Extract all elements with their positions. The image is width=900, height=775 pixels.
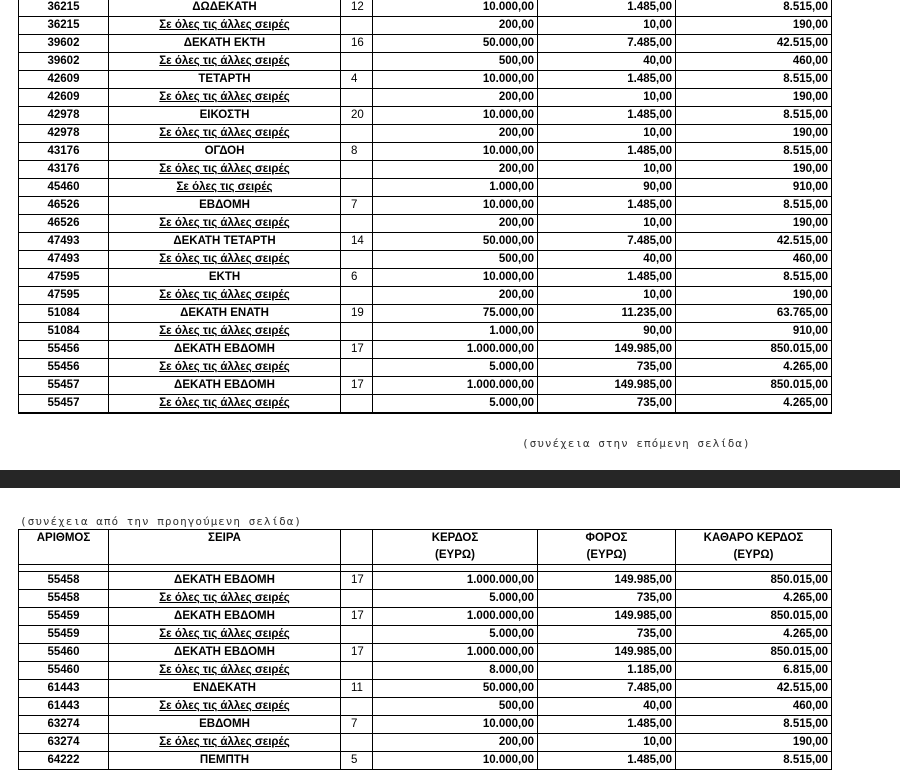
cell-gross: 5.000,00: [373, 359, 538, 377]
cell-draw: [341, 359, 373, 377]
cell-series: ΔΕΚΑΤΗ ΕΒΔΟΜΗ: [109, 608, 341, 626]
cell-number: 42978: [19, 107, 109, 125]
cell-gross: 200,00: [373, 734, 538, 752]
cell-draw: 12: [341, 0, 373, 17]
cell-gross: 10.000,00: [373, 197, 538, 215]
cell-series: ΔΕΚΑΤΗ ΕΒΔΟΜΗ: [109, 377, 341, 395]
cell-number: 36215: [19, 0, 109, 17]
cell-net: 8.515,00: [676, 716, 832, 734]
cell-number: 42978: [19, 125, 109, 143]
cell-net: 190,00: [676, 161, 832, 179]
cell-draw: [341, 215, 373, 233]
cell-tax: 149.985,00: [538, 341, 676, 359]
cell-gross: 200,00: [373, 161, 538, 179]
cell-net: 42.515,00: [676, 35, 832, 53]
header-gross: [373, 530, 538, 565]
cell-series: Σε όλες τις άλλες σειρές: [109, 125, 341, 143]
cell-gross: 500,00: [373, 53, 538, 71]
cell-tax: 149.985,00: [538, 377, 676, 395]
cell-tax: 40,00: [538, 53, 676, 71]
cell-net: 850.015,00: [676, 644, 832, 662]
table-row: [19, 662, 832, 680]
cell-net: 190,00: [676, 17, 832, 35]
cell-net: 460,00: [676, 53, 832, 71]
cell-net: 4.265,00: [676, 590, 832, 608]
cell-tax: 10,00: [538, 89, 676, 107]
cell-number: 55457: [19, 395, 109, 414]
table-row: [19, 35, 832, 53]
cell-draw: 4: [341, 71, 373, 89]
results-table-top: [18, 0, 832, 414]
table-row: [19, 0, 832, 17]
cell-gross: 1.000.000,00: [373, 644, 538, 662]
cell-number: 55457: [19, 377, 109, 395]
cell-number: 43176: [19, 143, 109, 161]
cell-series: Σε όλες τις άλλες σειρές: [109, 323, 341, 341]
cell-number: 36215: [19, 17, 109, 35]
cell-tax: 149.985,00: [538, 572, 676, 590]
cell-gross: 1.000,00: [373, 323, 538, 341]
table-header: [19, 530, 832, 572]
cell-number: 43176: [19, 161, 109, 179]
cell-number: 42609: [19, 71, 109, 89]
cell-net: 190,00: [676, 215, 832, 233]
table-row: [19, 377, 832, 395]
cell-tax: 735,00: [538, 395, 676, 414]
header-net: [676, 530, 832, 565]
cell-tax: 1.485,00: [538, 71, 676, 89]
cell-gross: 1.000.000,00: [373, 572, 538, 590]
cell-tax: 10,00: [538, 287, 676, 305]
cell-number: 51084: [19, 305, 109, 323]
cell-draw: [341, 287, 373, 305]
cell-number: 45460: [19, 179, 109, 197]
cell-tax: 10,00: [538, 125, 676, 143]
cell-draw: [341, 395, 373, 414]
cell-series: Σε όλες τις άλλες σειρές: [109, 53, 341, 71]
document-page-bottom: [0, 488, 900, 775]
cell-net: 460,00: [676, 698, 832, 716]
cell-net: 8.515,00: [676, 143, 832, 161]
cell-number: 55460: [19, 644, 109, 662]
cell-net: 190,00: [676, 125, 832, 143]
cell-tax: 7.485,00: [538, 233, 676, 251]
cell-draw: [341, 17, 373, 35]
cell-tax: 1.485,00: [538, 0, 676, 17]
cell-series: Σε όλες τις άλλες σειρές: [109, 161, 341, 179]
table-row: [19, 716, 832, 734]
cell-draw: 17: [341, 572, 373, 590]
cell-draw: 8: [341, 143, 373, 161]
cell-gross: 200,00: [373, 17, 538, 35]
cell-number: 55456: [19, 341, 109, 359]
cell-series: ΤΕΤΑΡΤΗ: [109, 71, 341, 89]
cell-gross: 10.000,00: [373, 269, 538, 287]
cell-series: ΔΕΚΑΤΗ ΕΒΔΟΜΗ: [109, 341, 341, 359]
table-row: [19, 179, 832, 197]
continued-prev-note: (συνέχεια από την προηγούμενη σελίδα): [20, 515, 303, 528]
cell-tax: 735,00: [538, 359, 676, 377]
cell-gross: 1.000.000,00: [373, 608, 538, 626]
table-row: [19, 125, 832, 143]
cell-series: ΔΕΚΑΤΗ ΕΒΔΟΜΗ: [109, 644, 341, 662]
cell-tax: 11.235,00: [538, 305, 676, 323]
cell-series: Σε όλες τις άλλες σειρές: [109, 734, 341, 752]
cell-gross: 10.000,00: [373, 0, 538, 17]
cell-number: 61443: [19, 698, 109, 716]
cell-series: Σε όλες τις άλλες σειρές: [109, 251, 341, 269]
cell-gross: 5.000,00: [373, 395, 538, 414]
cell-number: 39602: [19, 35, 109, 53]
header-tax-line1: ΦΟΡΟΣ: [585, 532, 628, 544]
cell-tax: 90,00: [538, 323, 676, 341]
cell-draw: 17: [341, 341, 373, 359]
cell-gross: 10.000,00: [373, 716, 538, 734]
table-row: [19, 698, 832, 716]
cell-net: 8.515,00: [676, 752, 832, 770]
cell-number: 42609: [19, 89, 109, 107]
header-gross-line2: (ΕΥΡΩ): [435, 549, 475, 561]
table-row: [19, 71, 832, 89]
cell-number: 47595: [19, 269, 109, 287]
cell-tax: 10,00: [538, 734, 676, 752]
cell-tax: 149.985,00: [538, 644, 676, 662]
table-row: [19, 734, 832, 752]
cell-number: 39602: [19, 53, 109, 71]
cell-net: 4.265,00: [676, 395, 832, 414]
header-series: ΣΕΙΡΑ: [109, 530, 341, 565]
table-row: [19, 287, 832, 305]
cell-net: 850.015,00: [676, 608, 832, 626]
cell-gross: 75.000,00: [373, 305, 538, 323]
cell-series: Σε όλες τις άλλες σειρές: [109, 590, 341, 608]
cell-net: 190,00: [676, 734, 832, 752]
cell-number: 46526: [19, 215, 109, 233]
cell-gross: 1.000.000,00: [373, 377, 538, 395]
header-gross-line1: ΚΕΡΔΟΣ: [431, 532, 479, 544]
cell-number: 64222: [19, 752, 109, 770]
cell-number: 55458: [19, 590, 109, 608]
cell-gross: 200,00: [373, 125, 538, 143]
cell-gross: 200,00: [373, 89, 538, 107]
cell-tax: 735,00: [538, 590, 676, 608]
results-table-bottom: [18, 529, 832, 770]
cell-gross: 200,00: [373, 215, 538, 233]
cell-gross: 500,00: [373, 698, 538, 716]
cell-number: 46526: [19, 197, 109, 215]
cell-tax: 1.485,00: [538, 716, 676, 734]
cell-draw: 17: [341, 377, 373, 395]
table-row: [19, 590, 832, 608]
table-row: [19, 161, 832, 179]
table-row: [19, 395, 832, 414]
cell-net: 6.815,00: [676, 662, 832, 680]
cell-net: 63.765,00: [676, 305, 832, 323]
cell-tax: 1.485,00: [538, 107, 676, 125]
cell-draw: [341, 161, 373, 179]
cell-tax: 10,00: [538, 215, 676, 233]
cell-net: 8.515,00: [676, 269, 832, 287]
cell-series: ΔΕΚΑΤΗ ΕΚΤΗ: [109, 35, 341, 53]
cell-series: ΕΝΔΕΚΑΤΗ: [109, 680, 341, 698]
cell-number: 55458: [19, 572, 109, 590]
cell-series: ΕΙΚΟΣΤΗ: [109, 107, 341, 125]
cell-number: 55459: [19, 626, 109, 644]
page-separator: [0, 470, 900, 488]
cell-draw: [341, 179, 373, 197]
cell-net: 910,00: [676, 179, 832, 197]
cell-draw: 14: [341, 233, 373, 251]
cell-series: ΔΕΚΑΤΗ ΕΝΑΤΗ: [109, 305, 341, 323]
cell-net: 42.515,00: [676, 680, 832, 698]
cell-gross: 500,00: [373, 251, 538, 269]
cell-draw: [341, 89, 373, 107]
results-table-bottom-body: [19, 572, 832, 770]
cell-series: ΔΕΚΑΤΗ ΕΒΔΟΜΗ: [109, 572, 341, 590]
cell-series: ΔΕΚΑΤΗ ΤΕΤΑΡΤΗ: [109, 233, 341, 251]
cell-draw: 7: [341, 716, 373, 734]
cell-draw: [341, 698, 373, 716]
cell-gross: 8.000,00: [373, 662, 538, 680]
cell-gross: 1.000,00: [373, 179, 538, 197]
cell-net: 4.265,00: [676, 359, 832, 377]
header-net-line2: (ΕΥΡΩ): [733, 549, 774, 561]
cell-tax: 1.485,00: [538, 143, 676, 161]
table-row: [19, 215, 832, 233]
table-row: [19, 752, 832, 770]
cell-series: Σε όλες τις άλλες σειρές: [109, 698, 341, 716]
cell-net: 8.515,00: [676, 71, 832, 89]
cell-number: 55460: [19, 662, 109, 680]
cell-number: 47595: [19, 287, 109, 305]
cell-series: ΠΕΜΠΤΗ: [109, 752, 341, 770]
cell-draw: 17: [341, 608, 373, 626]
table-row: [19, 197, 832, 215]
cell-net: 190,00: [676, 287, 832, 305]
cell-series: Σε όλες τις άλλες σειρές: [109, 215, 341, 233]
cell-series: ΕΒΔΟΜΗ: [109, 197, 341, 215]
cell-net: 8.515,00: [676, 107, 832, 125]
cell-tax: 735,00: [538, 626, 676, 644]
cell-draw: 7: [341, 197, 373, 215]
header-spacer-row: [19, 565, 832, 572]
cell-net: 4.265,00: [676, 626, 832, 644]
cell-gross: 10.000,00: [373, 752, 538, 770]
cell-tax: 149.985,00: [538, 608, 676, 626]
cell-draw: 5: [341, 752, 373, 770]
cell-tax: 90,00: [538, 179, 676, 197]
cell-tax: 1.185,00: [538, 662, 676, 680]
table-row: [19, 323, 832, 341]
cell-draw: [341, 626, 373, 644]
cell-tax: 1.485,00: [538, 752, 676, 770]
cell-draw: 16: [341, 35, 373, 53]
cell-series: Σε όλες τις άλλες σειρές: [109, 287, 341, 305]
cell-draw: [341, 251, 373, 269]
table-row: [19, 107, 832, 125]
cell-series: ΟΓΔΟΗ: [109, 143, 341, 161]
cell-draw: [341, 125, 373, 143]
cell-series: ΕΒΔΟΜΗ: [109, 716, 341, 734]
table-row: [19, 269, 832, 287]
cell-gross: 200,00: [373, 287, 538, 305]
cell-series: ΔΩΔΕΚΑΤΗ: [109, 0, 341, 17]
cell-gross: 5.000,00: [373, 590, 538, 608]
cell-gross: 5.000,00: [373, 626, 538, 644]
table-row: [19, 305, 832, 323]
cell-tax: 10,00: [538, 161, 676, 179]
cell-tax: 40,00: [538, 698, 676, 716]
cell-draw: 6: [341, 269, 373, 287]
cell-series: Σε όλες τις άλλες σειρές: [109, 359, 341, 377]
cell-net: 850.015,00: [676, 572, 832, 590]
table-row: [19, 17, 832, 35]
cell-number: 63274: [19, 716, 109, 734]
cell-number: 63274: [19, 734, 109, 752]
cell-draw: 11: [341, 680, 373, 698]
table-row: [19, 53, 832, 71]
table-row: [19, 89, 832, 107]
cell-draw: [341, 734, 373, 752]
cell-tax: 7.485,00: [538, 680, 676, 698]
cell-gross: 10.000,00: [373, 143, 538, 161]
table-row: [19, 608, 832, 626]
cell-gross: 1.000.000,00: [373, 341, 538, 359]
cell-gross: 50.000,00: [373, 35, 538, 53]
table-row: [19, 626, 832, 644]
table-row: [19, 572, 832, 590]
header-draw: [341, 530, 373, 565]
table-row: [19, 251, 832, 269]
cell-net: 190,00: [676, 89, 832, 107]
cell-draw: 20: [341, 107, 373, 125]
results-table-top-body: [19, 0, 832, 413]
cell-net: 8.515,00: [676, 197, 832, 215]
cell-net: 910,00: [676, 323, 832, 341]
cell-gross: 10.000,00: [373, 107, 538, 125]
cell-net: 8.515,00: [676, 0, 832, 17]
header-net-line1: ΚΑΘΑΡΟ ΚΕΡΔΟΣ: [703, 532, 804, 544]
cell-series: Σε όλες τις άλλες σειρές: [109, 89, 341, 107]
table-row: [19, 233, 832, 251]
cell-number: 47493: [19, 233, 109, 251]
cell-tax: 1.485,00: [538, 269, 676, 287]
cell-gross: 50.000,00: [373, 233, 538, 251]
table-row: [19, 143, 832, 161]
cell-draw: [341, 590, 373, 608]
cell-draw: 17: [341, 644, 373, 662]
cell-series: Σε όλες τις άλλες σειρές: [109, 626, 341, 644]
cell-series: ΕΚΤΗ: [109, 269, 341, 287]
cell-tax: 40,00: [538, 251, 676, 269]
cell-tax: 10,00: [538, 17, 676, 35]
cell-net: 850.015,00: [676, 377, 832, 395]
header-number: ΑΡΙΘΜΟΣ: [19, 530, 109, 565]
table-row: [19, 359, 832, 377]
cell-series: Σε όλες τις σειρές: [109, 179, 341, 197]
cell-number: 55456: [19, 359, 109, 377]
cell-net: 460,00: [676, 251, 832, 269]
cell-series: Σε όλες τις άλλες σειρές: [109, 17, 341, 35]
cell-draw: [341, 662, 373, 680]
cell-tax: 7.485,00: [538, 35, 676, 53]
table-row: [19, 680, 832, 698]
cell-series: Σε όλες τις άλλες σειρές: [109, 662, 341, 680]
cell-net: 42.515,00: [676, 233, 832, 251]
cell-series: Σε όλες τις άλλες σειρές: [109, 395, 341, 414]
cell-draw: [341, 323, 373, 341]
cell-tax: 1.485,00: [538, 197, 676, 215]
header-tax-line2: (ΕΥΡΩ): [586, 549, 627, 561]
cell-number: 51084: [19, 323, 109, 341]
cell-draw: 19: [341, 305, 373, 323]
header-tax: [538, 530, 676, 565]
table-row: [19, 644, 832, 662]
cell-number: 61443: [19, 680, 109, 698]
table-row: [19, 341, 832, 359]
cell-draw: [341, 53, 373, 71]
cell-number: 55459: [19, 608, 109, 626]
cell-gross: 10.000,00: [373, 71, 538, 89]
cell-net: 850.015,00: [676, 341, 832, 359]
cell-number: 47493: [19, 251, 109, 269]
cell-gross: 50.000,00: [373, 680, 538, 698]
continued-next-note: (συνέχεια στην επόμενη σελίδα): [522, 437, 751, 450]
